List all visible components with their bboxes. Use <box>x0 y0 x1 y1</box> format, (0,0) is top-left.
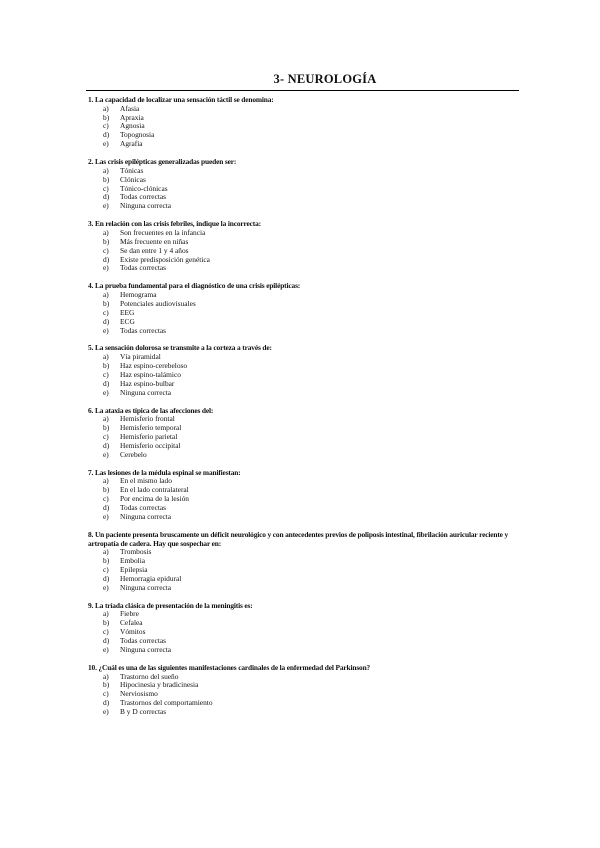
answer-option <box>103 327 528 336</box>
question-text: 8. Un paciente presenta bruscamente un déficit neurológico y con antecedentes previos de poliposis intestinal, fibrilación auricular reciente y artropatía de cadera. Hay que sospechar en: <box>88 529 509 548</box>
answer-option <box>103 513 528 522</box>
option-text: Agrafia <box>120 139 143 149</box>
option-letter: a) <box>103 165 109 175</box>
option-letter: e) <box>103 582 109 592</box>
option-letter: b) <box>103 174 110 184</box>
answer-option <box>103 300 528 309</box>
answer-options <box>103 548 528 592</box>
option-letter: a) <box>103 547 109 557</box>
option-letter: e) <box>103 511 109 521</box>
answer-options <box>103 673 528 717</box>
option-text: Tónico-clónicas <box>120 183 168 193</box>
option-text: Todas correctas <box>120 192 167 202</box>
question-list <box>88 96 528 726</box>
option-text: Nerviosismo <box>120 689 158 699</box>
question-text: 4. La prueba fundamental para el diagnóstico de una crisis epilépticas: <box>88 281 301 291</box>
option-letter: d) <box>103 440 110 450</box>
option-text: B y D correctas <box>120 706 167 716</box>
option-letter: c) <box>103 369 109 379</box>
option-text: Haz espino-talámico <box>120 369 181 379</box>
option-letter: a) <box>103 228 109 238</box>
option-letter: e) <box>103 139 109 149</box>
option-text: Afasia <box>120 103 140 113</box>
question-block <box>88 96 528 149</box>
option-text: En el lado contralateral <box>120 485 189 495</box>
option-text: Cerebelo <box>120 449 147 459</box>
question-text: 7. Las lesiones de la médula espinal se manifiestan: <box>88 467 241 477</box>
question-block <box>88 469 528 522</box>
answer-option <box>103 264 528 273</box>
option-text: Ninguna correcta <box>120 644 172 654</box>
option-text: Por encima de la lesión <box>120 494 189 504</box>
option-letter: c) <box>103 183 109 193</box>
answer-option <box>103 318 528 327</box>
option-text: Vómitos <box>120 627 146 637</box>
option-text: Trastorno del sueño <box>120 671 179 681</box>
option-letter: d) <box>103 636 110 645</box>
option-text: Agnosia <box>120 121 145 131</box>
option-letter: b) <box>103 361 110 371</box>
answer-option <box>103 495 528 504</box>
option-letter: e) <box>103 387 109 397</box>
option-text: Hemorragia epidural <box>120 573 182 583</box>
question-block <box>88 158 528 211</box>
option-letter: a) <box>103 671 109 681</box>
option-text: Hipocinesia y bradicinesia <box>120 680 199 690</box>
option-letter: d) <box>103 502 110 512</box>
answer-option <box>103 442 528 451</box>
option-letter: d) <box>103 254 110 264</box>
answer-options <box>103 229 528 273</box>
question-text: 10. ¿Cuál es una de las siguientes manifestaciones cardinales de la enfermedad del Parkinson? <box>88 662 371 672</box>
option-letter: c) <box>103 245 109 255</box>
answer-options <box>103 291 528 335</box>
option-text: Vía piramidal <box>120 352 161 362</box>
question-block <box>88 282 528 335</box>
question-text: 3. En relación con las crisis febriles, indique la incorrecta: <box>88 219 261 229</box>
option-text: Todas correctas <box>120 502 167 512</box>
option-letter: d) <box>103 130 110 140</box>
option-text: Topognosia <box>120 130 155 140</box>
answer-option <box>103 557 528 566</box>
answer-options <box>103 353 528 397</box>
option-text: Todas correctas <box>120 325 167 335</box>
answer-option <box>103 699 528 708</box>
option-text: Ninguna correcta <box>120 201 172 211</box>
option-text: Ninguna correcta <box>120 582 172 592</box>
option-letter: a) <box>103 609 109 619</box>
answer-option <box>103 122 528 131</box>
answer-option <box>103 708 528 717</box>
option-text: En el mismo lado <box>120 476 172 486</box>
option-text: Potenciales audiovisuales <box>120 298 196 308</box>
option-text: ECG <box>120 316 135 326</box>
answer-option <box>103 584 528 593</box>
option-letter: c) <box>103 121 109 131</box>
option-text: Más frecuente en niñas <box>120 236 189 246</box>
answer-options <box>103 477 528 521</box>
option-letter: e) <box>103 706 109 716</box>
option-letter: c) <box>103 307 109 317</box>
answer-option <box>103 140 528 149</box>
question-block <box>88 344 528 397</box>
answer-option <box>103 185 528 194</box>
option-text: Clónicas <box>120 174 146 184</box>
question-text: 2. Las crisis epilépticas generalizadas pueden ser: <box>88 157 237 167</box>
option-letter: a) <box>103 476 109 486</box>
option-letter: b) <box>103 556 110 566</box>
answer-options <box>103 167 528 211</box>
option-letter: e) <box>103 325 109 335</box>
option-letter: b) <box>103 423 110 433</box>
question-text: 1. La capacidad de localizar una sensación táctil se denomina: <box>88 95 274 104</box>
option-letter: e) <box>103 201 109 211</box>
answer-option <box>103 309 528 318</box>
option-letter: b) <box>103 112 110 122</box>
option-letter: b) <box>103 298 110 308</box>
answer-option <box>103 114 528 123</box>
title-underline <box>86 90 519 91</box>
option-letter: b) <box>103 485 110 495</box>
question-text: 6. La ataxia es típica de las afecciones del: <box>88 405 214 415</box>
question-block <box>88 407 528 460</box>
option-letter: a) <box>103 103 109 113</box>
option-letter: a) <box>103 414 109 424</box>
option-letter: b) <box>103 236 110 246</box>
option-text: Existe predisposición genética <box>120 254 210 264</box>
answer-option <box>103 681 528 690</box>
question-block <box>88 664 528 717</box>
answer-option <box>103 202 528 211</box>
option-letter: d) <box>103 192 110 202</box>
answer-option <box>103 610 528 619</box>
option-text: Apraxia <box>120 112 144 122</box>
option-text: Cefalea <box>120 618 143 628</box>
option-text: EEG <box>120 307 135 317</box>
option-letter: c) <box>103 432 109 442</box>
answer-option <box>103 131 528 140</box>
answer-option <box>103 167 528 176</box>
option-text: Se dan entre 1 y 4 años <box>120 245 189 255</box>
option-text: Epilepsia <box>120 565 148 575</box>
option-letter: d) <box>103 378 110 388</box>
option-letter: e) <box>103 644 109 654</box>
answer-option <box>103 256 528 265</box>
option-text: Ninguna correcta <box>120 387 172 397</box>
answer-options <box>103 610 528 654</box>
option-text: Hemisferio parietal <box>120 432 178 442</box>
answer-options <box>103 415 528 459</box>
question-text: 5. La sensación dolorosa se transmite a la corteza a través de: <box>88 343 272 353</box>
answer-option <box>103 548 528 557</box>
option-letter: a) <box>103 290 109 300</box>
option-text: Ninguna correcta <box>120 511 172 521</box>
option-text: Trombosis <box>120 547 152 557</box>
option-text: Tónicas <box>120 165 144 175</box>
answer-options <box>103 105 528 149</box>
option-letter: c) <box>103 689 109 699</box>
option-text: Trastornos del comportamiento <box>120 698 213 708</box>
option-letter: d) <box>103 573 110 583</box>
option-letter: d) <box>103 698 110 708</box>
option-text: Hemograma <box>120 290 157 300</box>
page-title: 3- NEUROLOGÍA <box>273 72 377 86</box>
option-letter: c) <box>103 627 109 637</box>
option-text: Hemisferio frontal <box>120 414 175 424</box>
answer-option <box>103 646 528 655</box>
option-text: Hemisferio occipital <box>120 440 181 450</box>
question-text: 9. La tríada clásica de presentación de la meningitis es: <box>88 600 253 610</box>
answer-option <box>103 389 528 398</box>
option-letter: b) <box>103 618 110 628</box>
option-text: Fiebre <box>120 609 139 619</box>
option-text: Hemisferio temporal <box>120 423 182 433</box>
question-block <box>88 220 528 273</box>
option-letter: e) <box>103 263 109 273</box>
option-letter: b) <box>103 680 110 690</box>
option-text: Son frecuentes en la infancia <box>120 228 206 238</box>
option-letter: d) <box>103 316 110 326</box>
answer-option <box>103 628 528 637</box>
option-text: Haz espino-bulbar <box>120 378 175 388</box>
question-block <box>88 602 528 655</box>
answer-option <box>103 451 528 460</box>
question-block <box>88 531 528 593</box>
option-letter: a) <box>103 352 109 362</box>
option-letter: c) <box>103 494 109 504</box>
option-text: Todas correctas <box>120 636 167 645</box>
answer-option <box>103 619 528 628</box>
option-text: Embolia <box>120 556 146 566</box>
option-text: Todas correctas <box>120 263 167 273</box>
answer-option <box>103 105 528 114</box>
option-letter: e) <box>103 449 109 459</box>
option-letter: c) <box>103 565 109 575</box>
option-text: Haz espino-cerebeloso <box>120 361 188 371</box>
